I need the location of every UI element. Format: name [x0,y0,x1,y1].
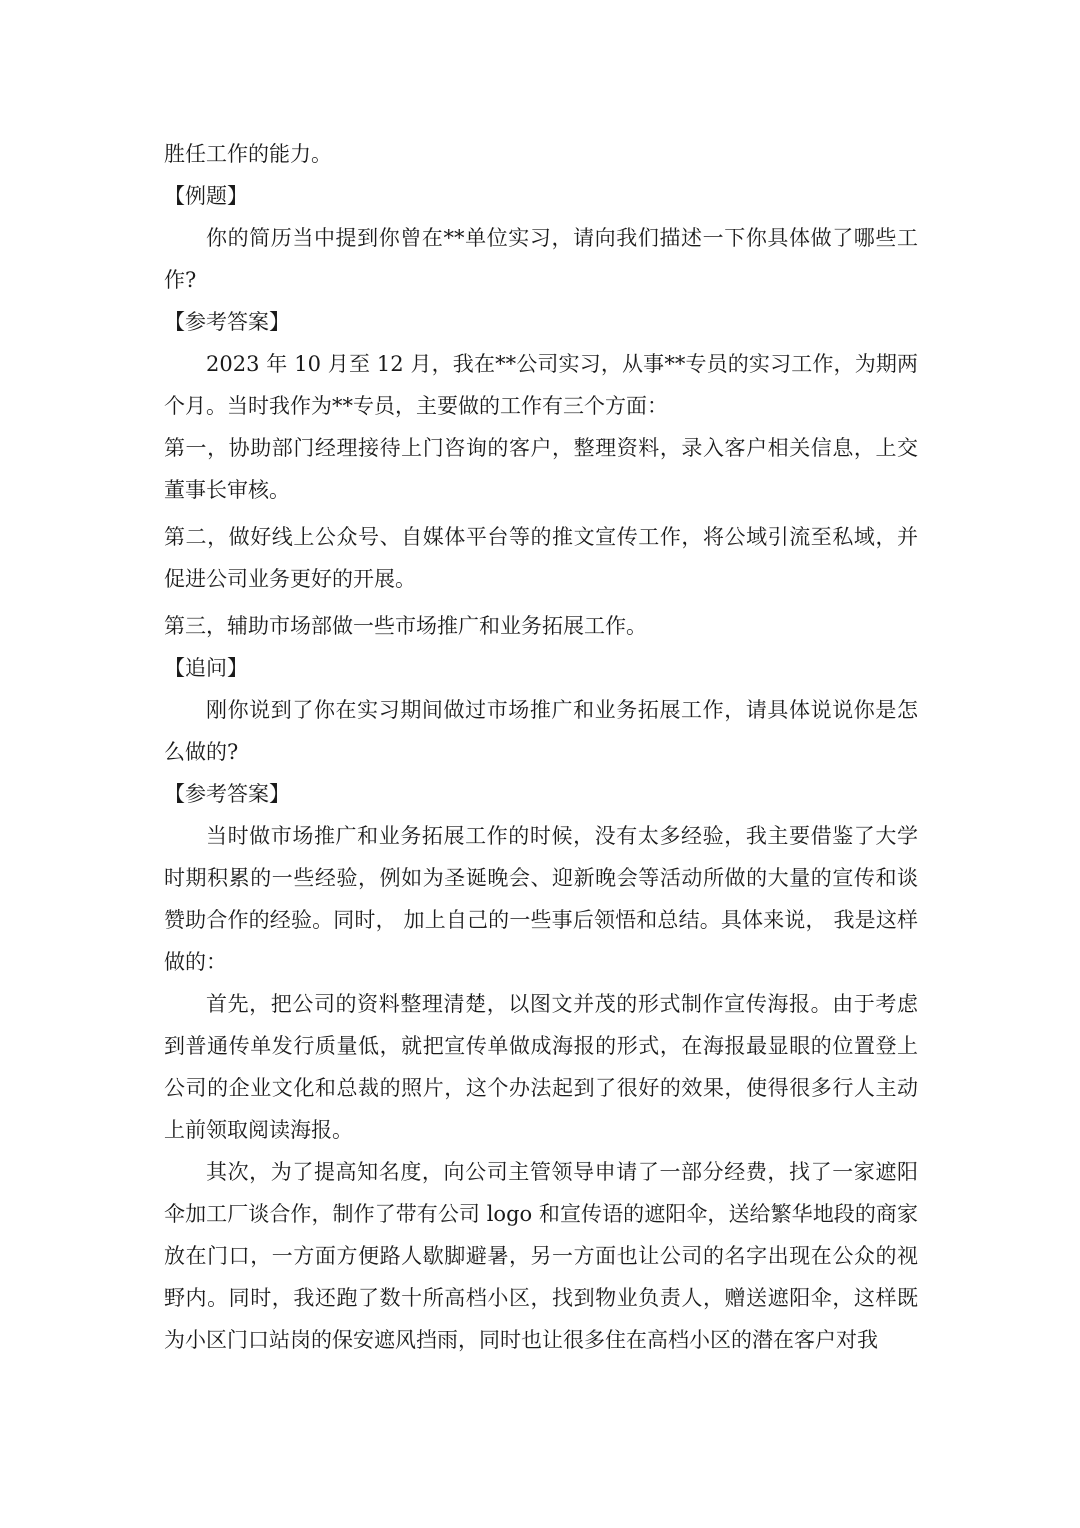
followup-answer-first: 首先，把公司的资料整理清楚，以图文并茂的形式制作宣传海报。由于考虑到普通传单发行质量低，就把宣传单做成海报的形式，在海报最显眼的位置登上公司的企业文化和总裁的照片，这个办法起到了很好的效果，使得很多行人主动上前领取阅读海报。 [164,992,918,1142]
answer-point-three: 第三，辅助市场部做一些市场推广和业务拓展工作。 [164,614,647,638]
section-heading-example: 【例题】 [164,184,248,208]
answer-intro-paragraph: 2023 年 10 月至 12 月，我在**公司实习，从事**专员的实习工作，为期两个月。当时我作为**专员，主要做的工作有三个方面： [164,352,918,418]
section-heading-answer: 【参考答案】 [164,310,290,334]
question-paragraph: 你的简历当中提到你曾在**单位实习，请向我们描述一下你具体做了哪些工作? [164,226,918,292]
section-heading-followup: 【追问】 [164,656,248,680]
document-body [164,133,918,1361]
paragraph-continuation: 胜任工作的能力。 [164,142,332,166]
followup-question-paragraph: 刚你说到了你在实习期间做过市场推广和业务拓展工作，请具体说说你是怎么做的? [164,698,918,764]
followup-answer-intro: 当时做市场推广和业务拓展工作的时候，没有太多经验，我主要借鉴了大学时期积累的一些经验，例如为圣诞晚会、迎新晚会等活动所做的大量的宣传和谈赞助合作的经验。同时， 加上自己的一些事后领悟和总结。具体来说， 我是这样做的： [164,824,918,974]
answer-point-one: 第一，协助部门经理接待上门咨询的客户，整理资料，录入客户相关信息，上交董事长审核。 [164,436,918,502]
followup-answer-second: 其次，为了提高知名度，向公司主管领导申请了一部分经费，找了一家遮阳伞加工厂谈合作，制作了带有公司 logo 和宣传语的遮阳伞，送给繁华地段的商家放在门口，一方面方便路人歇脚避暑，另一方面也让公司的名字出现在公众的视野内。同时，我还跑了数十所高档小区，找到物业负责人，赠送遮阳伞，这样既为小区门口站岗的保安遮风挡雨，同时也让很多住在高档小区的潜在客户对我 [164,1160,918,1352]
section-heading-answer-2: 【参考答案】 [164,782,290,806]
answer-point-two: 第二，做好线上公众号、自媒体平台等的推文宣传工作，将公域引流至私域，并促进公司业务更好的开展。 [164,525,918,591]
